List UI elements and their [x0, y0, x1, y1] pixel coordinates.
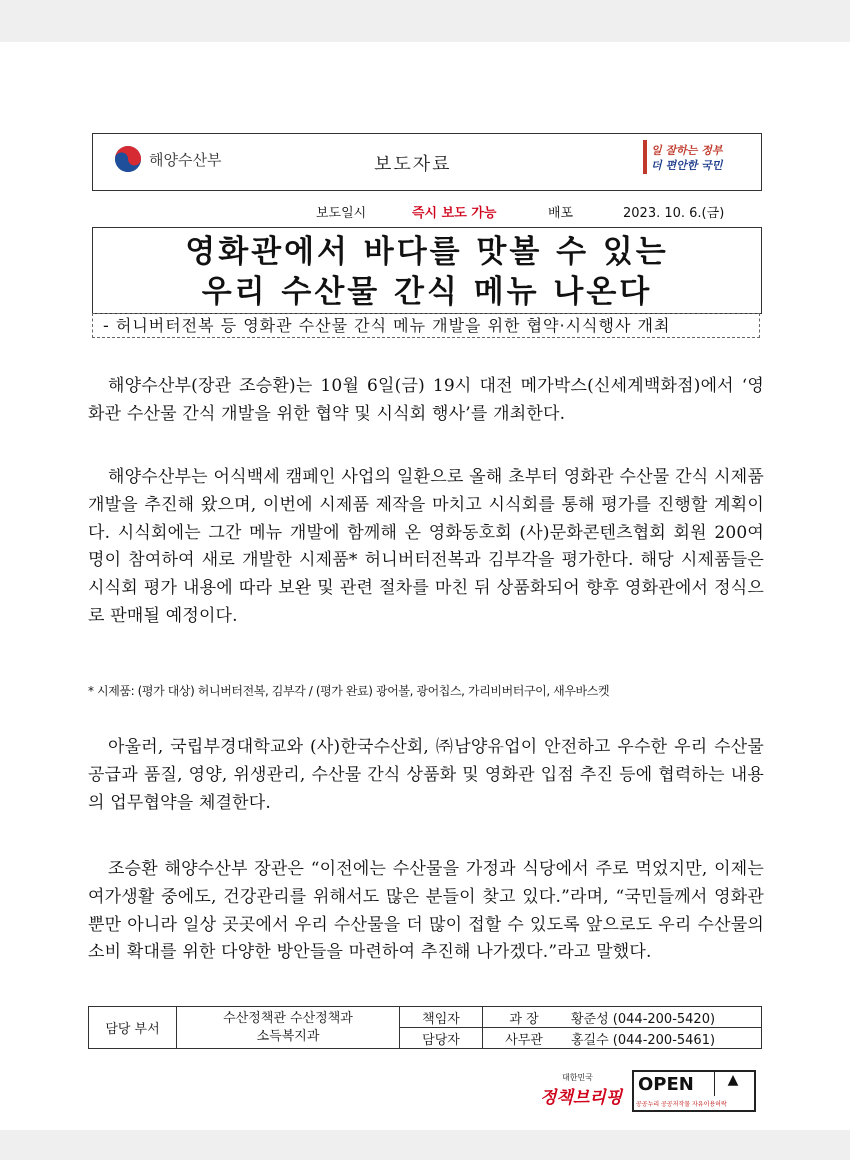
subtitle: - 허니버터전복 등 영화관 수산물 간식 메뉴 개발을 위한 협약·시식행사 개최: [92, 313, 760, 338]
release-date: 2023. 10. 6.(금): [623, 206, 725, 221]
policy-briefing-logo: [540, 1072, 622, 1108]
open-license-badge: [632, 1070, 756, 1112]
release-label: 보도일시: [316, 206, 367, 221]
contact-table: [88, 1006, 762, 1049]
dept-label: 담당 부서: [89, 1007, 177, 1049]
person-2: 홍길수 (044-200-5461): [565, 1028, 762, 1049]
paragraph-1: 해양수산부(장관 조승환)는 10월 6일(금) 19시 대전 메가박스(신세계백화점)에서 ‘영화관 수산물 간식 개발을 위한 협약 및 시식회 행사’를 개최한다.: [88, 376, 764, 424]
brand-name: 정책브리핑: [540, 1088, 623, 1108]
person-1: 황준성 (044-200-5420): [565, 1007, 762, 1028]
paragraph-2: 해양수산부는 어식백세 캠페인 사업의 일환으로 올해 초부터 영화관 수산물 간식 시제품 개발을 추진해 왔으며, 이번에 시제품 제작을 마치고 시식회를 통해 평가를 진행할 계획이다. 시식회에는 그간 메뉴 개발에 함께해 온 영화동호회 (사)문화콘텐츠협회 회원 200여 명이 참여하여 새로 개발한 시제품* 허니버터전복과 김부각을 평가한다. 해당 시제품들은 시식회 평가 내용에 따라 보완 및 관련 절차를 마친 뒤 상품화되어 향후 영화관에서 정식으로 판매될 예정이다.: [88, 467, 764, 626]
title-1: 과 장: [483, 1007, 566, 1028]
document-page: [0, 42, 850, 1130]
footnote: * 시제품: (평가 대상) 허니버터전복, 김부각 / (평가 완료) 광어볼, 광어칩스, 가리비버터구이, 새우바스켓: [88, 684, 610, 698]
person-icon: ▲: [714, 1072, 751, 1096]
open-caption: 공공누리 공공저작물 자유이용허락: [636, 1101, 727, 1108]
role-2: 담당자: [400, 1028, 483, 1049]
slogan-line1: 일 잘하는 정부: [651, 144, 723, 157]
title-box: [92, 227, 762, 314]
paragraph-3: 아울러, 국립부경대학교와 (사)한국수산회, ㈜남양유업이 안전하고 우수한 우리 수산물 공급과 품질, 영양, 위생관리, 수산물 간식 상품화 및 영화관 입점 추진 등에 협력하는 내용의 업무협약을 체결한다.: [88, 737, 764, 813]
release-value: 즉시 보도 가능: [412, 206, 497, 221]
ministry-logo: [113, 144, 221, 174]
brand-small: 대한민국: [562, 1073, 593, 1082]
slogan-bar: [643, 140, 647, 174]
dept-names: 수산정책관 수산정책과 소득복지과: [177, 1007, 400, 1049]
title-2: 사무관: [483, 1028, 566, 1049]
title-line1: 영화관에서 바다를 맛볼 수 있는: [185, 234, 669, 270]
open-label: OPEN: [638, 1074, 694, 1095]
role-1: 책임자: [400, 1007, 483, 1028]
title-line2: 우리 수산물 간식 메뉴 나온다: [201, 274, 653, 310]
government-slogan: [641, 140, 741, 182]
press-release-label: 보도자료: [374, 154, 452, 175]
paragraph-4: 조승환 해양수산부 장관은 “이전에는 수산물을 가정과 식당에서 주로 먹었지만, 이제는 여가생활 중에도, 건강관리를 위해서도 많은 분들이 찾고 있다.”라며, “국민들께서 영화관뿐만 아니라 일상 곳곳에서 우리 수산물을 더 많이 접할 수 있도록 앞으로도 우리 수산물의 소비 확대를 위한 다양한 방안들을 마련하여 추진해 나가겠다.”라고 말했다.: [88, 859, 764, 963]
taegeuk-icon: [113, 144, 143, 174]
ministry-name: 해양수산부: [149, 150, 222, 169]
slogan-line2: 더 편안한 국민: [651, 159, 723, 172]
header-box: [92, 133, 762, 191]
distribution-label: 배포: [548, 206, 574, 221]
